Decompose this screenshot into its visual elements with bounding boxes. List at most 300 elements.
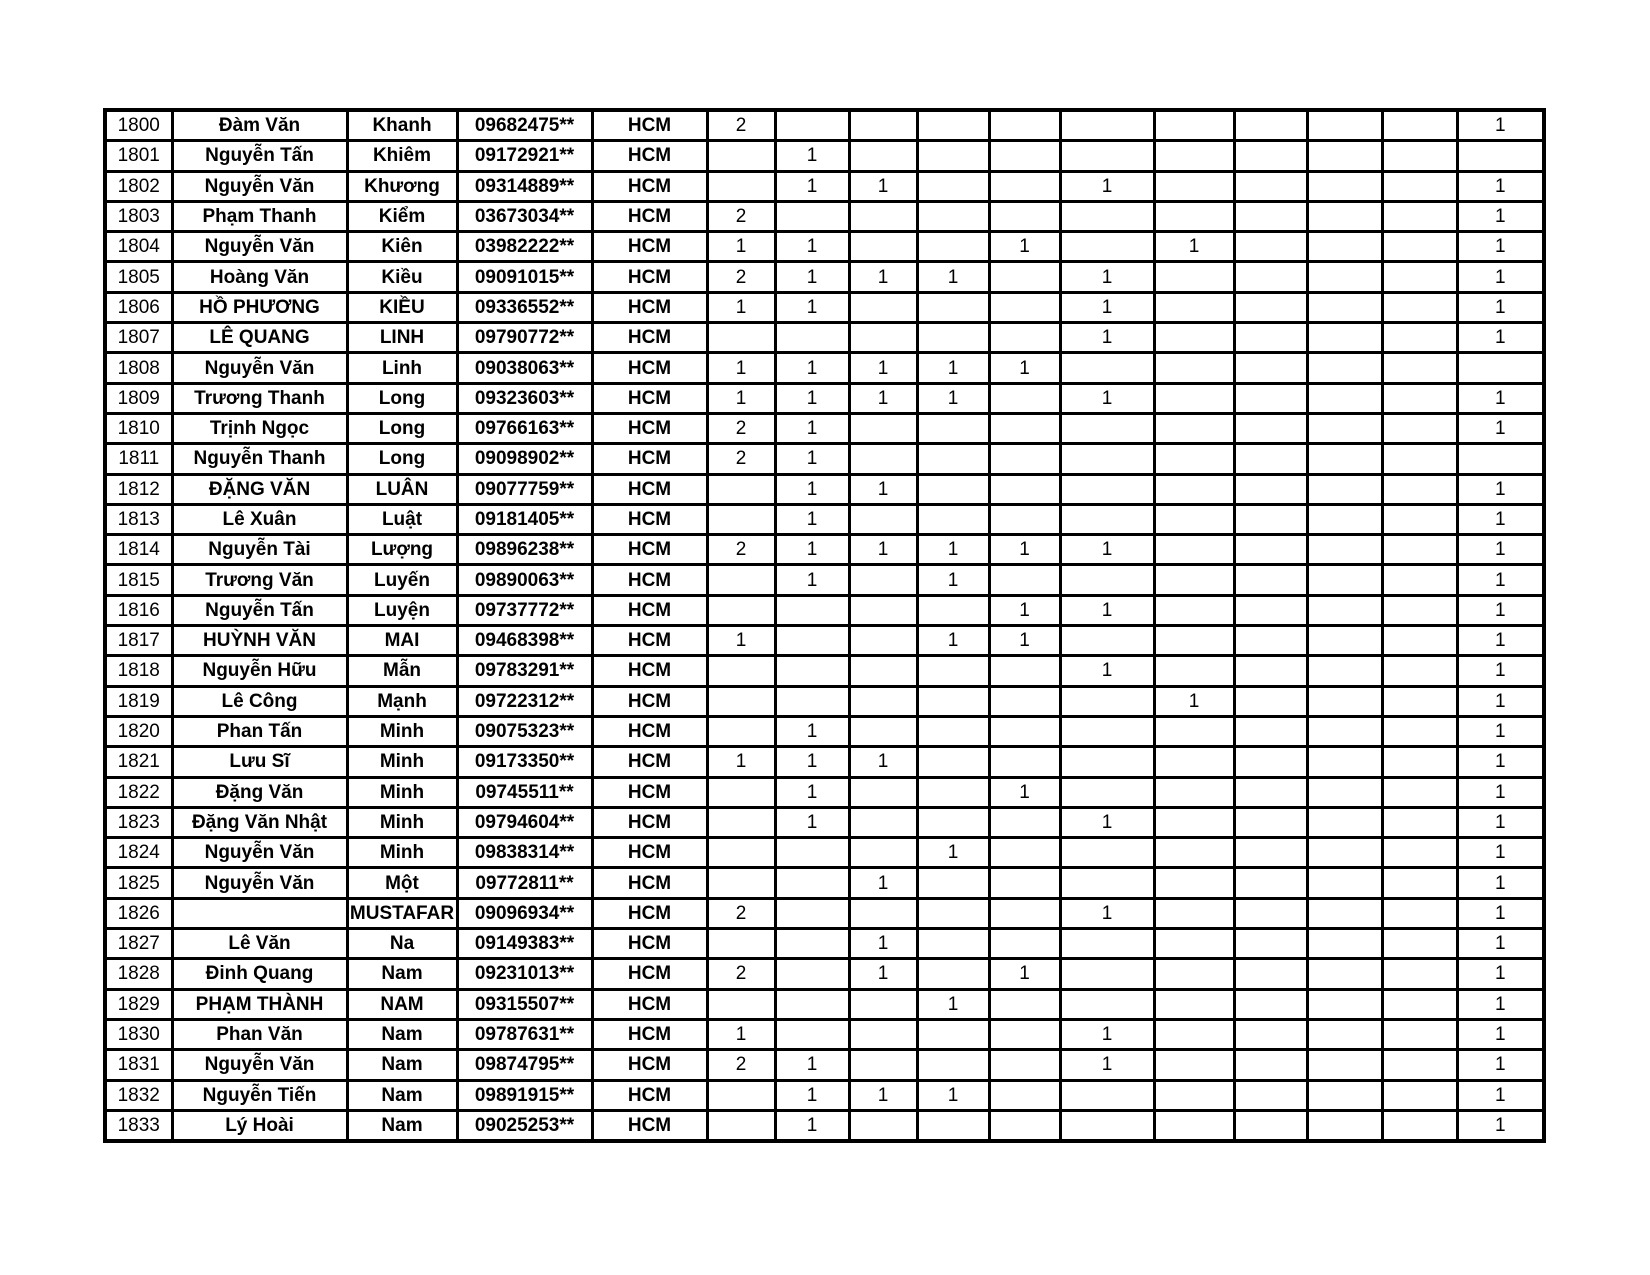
cell-total: 1 xyxy=(1457,201,1544,231)
cell-tally-9 xyxy=(1307,201,1382,231)
cell-tally-8 xyxy=(1234,535,1307,565)
table-row xyxy=(105,656,1544,686)
cell-tally-8 xyxy=(1234,474,1307,504)
cell-given-name: Na xyxy=(347,929,457,959)
cell-surname: Trương Thanh xyxy=(172,383,347,413)
cell-row-id: 1818 xyxy=(105,656,172,686)
cell-tally-10 xyxy=(1382,232,1457,262)
cell-tally-2: 1 xyxy=(775,262,849,292)
cell-total: 1 xyxy=(1457,898,1544,928)
cell-total xyxy=(1457,353,1544,383)
cell-tally-2: 1 xyxy=(775,413,849,443)
cell-total: 1 xyxy=(1457,413,1544,443)
cell-tally-8 xyxy=(1234,1019,1307,1049)
table-row xyxy=(105,716,1544,746)
cell-tally-9 xyxy=(1307,171,1382,201)
cell-surname: Nguyễn Văn xyxy=(172,232,347,262)
cell-total: 1 xyxy=(1457,1110,1544,1141)
cell-phone: 09323603** xyxy=(457,383,592,413)
cell-tally-8 xyxy=(1234,262,1307,292)
cell-tally-6 xyxy=(1060,959,1154,989)
cell-total: 1 xyxy=(1457,323,1544,353)
cell-region: HCM xyxy=(592,171,707,201)
cell-tally-4 xyxy=(917,504,989,534)
cell-phone: 09838314** xyxy=(457,838,592,868)
cell-row-id: 1822 xyxy=(105,777,172,807)
cell-tally-1: 2 xyxy=(707,201,775,231)
cell-region: HCM xyxy=(592,626,707,656)
cell-tally-3 xyxy=(849,898,917,928)
cell-row-id: 1803 xyxy=(105,201,172,231)
cell-tally-4: 1 xyxy=(917,353,989,383)
cell-tally-8 xyxy=(1234,989,1307,1019)
cell-phone: 09181405** xyxy=(457,504,592,534)
cell-tally-9 xyxy=(1307,838,1382,868)
cell-tally-6: 1 xyxy=(1060,535,1154,565)
cell-phone: 09077759** xyxy=(457,474,592,504)
cell-region: HCM xyxy=(592,747,707,777)
cell-row-id: 1806 xyxy=(105,292,172,322)
cell-row-id: 1804 xyxy=(105,232,172,262)
cell-tally-4 xyxy=(917,777,989,807)
cell-tally-2 xyxy=(775,201,849,231)
cell-row-id: 1819 xyxy=(105,686,172,716)
cell-phone: 09172921** xyxy=(457,141,592,171)
cell-tally-9 xyxy=(1307,626,1382,656)
cell-tally-10 xyxy=(1382,292,1457,322)
cell-tally-2: 1 xyxy=(775,232,849,262)
cell-region: HCM xyxy=(592,959,707,989)
cell-tally-2: 1 xyxy=(775,565,849,595)
cell-row-id: 1823 xyxy=(105,807,172,837)
cell-tally-5: 1 xyxy=(989,535,1060,565)
cell-tally-7 xyxy=(1154,1080,1234,1110)
cell-tally-5 xyxy=(989,262,1060,292)
cell-tally-6: 1 xyxy=(1060,292,1154,322)
cell-tally-9 xyxy=(1307,716,1382,746)
cell-tally-8 xyxy=(1234,686,1307,716)
cell-phone: 09075323** xyxy=(457,716,592,746)
cell-tally-7 xyxy=(1154,747,1234,777)
cell-tally-3: 1 xyxy=(849,474,917,504)
cell-region: HCM xyxy=(592,1080,707,1110)
cell-region: HCM xyxy=(592,413,707,443)
cell-surname: Lưu Sĩ xyxy=(172,747,347,777)
cell-tally-7 xyxy=(1154,444,1234,474)
cell-tally-10 xyxy=(1382,383,1457,413)
cell-tally-9 xyxy=(1307,1050,1382,1080)
cell-total: 1 xyxy=(1457,838,1544,868)
cell-tally-9 xyxy=(1307,110,1382,141)
cell-phone: 09682475** xyxy=(457,110,592,141)
cell-given-name: LINH xyxy=(347,323,457,353)
cell-phone: 09038063** xyxy=(457,353,592,383)
cell-tally-3 xyxy=(849,413,917,443)
cell-surname: LÊ QUANG xyxy=(172,323,347,353)
cell-phone: 09896238** xyxy=(457,535,592,565)
cell-tally-6 xyxy=(1060,353,1154,383)
cell-tally-9 xyxy=(1307,959,1382,989)
cell-tally-10 xyxy=(1382,262,1457,292)
cell-tally-9 xyxy=(1307,262,1382,292)
cell-tally-5 xyxy=(989,201,1060,231)
cell-surname: Nguyễn Văn xyxy=(172,838,347,868)
table-row xyxy=(105,959,1544,989)
cell-tally-9 xyxy=(1307,232,1382,262)
cell-surname: Đặng Văn xyxy=(172,777,347,807)
cell-total: 1 xyxy=(1457,1080,1544,1110)
cell-tally-9 xyxy=(1307,686,1382,716)
cell-tally-10 xyxy=(1382,201,1457,231)
cell-tally-8 xyxy=(1234,929,1307,959)
cell-tally-10 xyxy=(1382,1080,1457,1110)
cell-phone: 09787631** xyxy=(457,1019,592,1049)
cell-surname: HUỲNH VĂN xyxy=(172,626,347,656)
cell-tally-9 xyxy=(1307,1019,1382,1049)
cell-phone: 09766163** xyxy=(457,413,592,443)
cell-tally-7 xyxy=(1154,929,1234,959)
cell-row-id: 1824 xyxy=(105,838,172,868)
cell-tally-2: 1 xyxy=(775,474,849,504)
cell-total: 1 xyxy=(1457,807,1544,837)
cell-tally-5 xyxy=(989,1019,1060,1049)
cell-row-id: 1833 xyxy=(105,1110,172,1141)
cell-surname: Nguyễn Tấn xyxy=(172,141,347,171)
cell-row-id: 1809 xyxy=(105,383,172,413)
cell-tally-8 xyxy=(1234,565,1307,595)
cell-tally-7 xyxy=(1154,1019,1234,1049)
roster-table xyxy=(103,108,1546,1143)
cell-tally-7: 1 xyxy=(1154,232,1234,262)
cell-row-id: 1814 xyxy=(105,535,172,565)
cell-given-name: Luật xyxy=(347,504,457,534)
cell-tally-6 xyxy=(1060,989,1154,1019)
cell-given-name: Long xyxy=(347,383,457,413)
cell-surname: Lê Công xyxy=(172,686,347,716)
cell-tally-2: 1 xyxy=(775,807,849,837)
cell-tally-6 xyxy=(1060,1110,1154,1141)
cell-tally-7 xyxy=(1154,171,1234,201)
cell-phone: 09890063** xyxy=(457,565,592,595)
cell-phone: 09468398** xyxy=(457,626,592,656)
cell-row-id: 1825 xyxy=(105,868,172,898)
cell-tally-8 xyxy=(1234,1080,1307,1110)
cell-tally-9 xyxy=(1307,1110,1382,1141)
cell-region: HCM xyxy=(592,565,707,595)
cell-surname: Đinh Quang xyxy=(172,959,347,989)
cell-tally-9 xyxy=(1307,504,1382,534)
cell-tally-5 xyxy=(989,474,1060,504)
cell-tally-3 xyxy=(849,1110,917,1141)
cell-tally-6: 1 xyxy=(1060,1019,1154,1049)
cell-given-name: Mẫn xyxy=(347,656,457,686)
cell-region: HCM xyxy=(592,898,707,928)
cell-tally-2: 1 xyxy=(775,747,849,777)
cell-tally-1: 1 xyxy=(707,292,775,322)
table-row xyxy=(105,1110,1544,1141)
cell-surname: Phan Văn xyxy=(172,1019,347,1049)
cell-tally-2 xyxy=(775,989,849,1019)
cell-tally-1 xyxy=(707,504,775,534)
cell-tally-3 xyxy=(849,595,917,625)
cell-tally-4 xyxy=(917,747,989,777)
cell-total xyxy=(1457,444,1544,474)
cell-tally-3 xyxy=(849,292,917,322)
cell-tally-1: 1 xyxy=(707,1019,775,1049)
table-row xyxy=(105,686,1544,716)
table-row xyxy=(105,413,1544,443)
cell-tally-8 xyxy=(1234,444,1307,474)
cell-tally-8 xyxy=(1234,747,1307,777)
cell-tally-6: 1 xyxy=(1060,383,1154,413)
cell-tally-1: 1 xyxy=(707,353,775,383)
cell-phone: 09745511** xyxy=(457,777,592,807)
cell-tally-5 xyxy=(989,292,1060,322)
cell-tally-8 xyxy=(1234,413,1307,443)
cell-tally-8 xyxy=(1234,141,1307,171)
cell-tally-7 xyxy=(1154,595,1234,625)
cell-tally-1 xyxy=(707,989,775,1019)
cell-surname: Nguyễn Văn xyxy=(172,1050,347,1080)
cell-tally-9 xyxy=(1307,383,1382,413)
cell-surname: PHẠM THÀNH xyxy=(172,989,347,1019)
cell-tally-9 xyxy=(1307,747,1382,777)
cell-tally-4 xyxy=(917,110,989,141)
cell-region: HCM xyxy=(592,201,707,231)
cell-tally-7 xyxy=(1154,474,1234,504)
cell-region: HCM xyxy=(592,1050,707,1080)
cell-tally-6 xyxy=(1060,413,1154,443)
cell-tally-1: 2 xyxy=(707,1050,775,1080)
cell-tally-9 xyxy=(1307,1080,1382,1110)
cell-tally-1 xyxy=(707,474,775,504)
cell-tally-9 xyxy=(1307,565,1382,595)
cell-tally-10 xyxy=(1382,110,1457,141)
cell-given-name: Nam xyxy=(347,1050,457,1080)
table-row xyxy=(105,262,1544,292)
cell-tally-9 xyxy=(1307,595,1382,625)
cell-tally-6 xyxy=(1060,777,1154,807)
cell-tally-9 xyxy=(1307,929,1382,959)
cell-row-id: 1829 xyxy=(105,989,172,1019)
cell-region: HCM xyxy=(592,868,707,898)
cell-tally-8 xyxy=(1234,171,1307,201)
cell-tally-1 xyxy=(707,777,775,807)
cell-tally-5 xyxy=(989,141,1060,171)
cell-tally-2: 1 xyxy=(775,504,849,534)
cell-tally-3 xyxy=(849,1019,917,1049)
cell-tally-10 xyxy=(1382,716,1457,746)
cell-tally-9 xyxy=(1307,413,1382,443)
cell-tally-2: 1 xyxy=(775,292,849,322)
cell-phone: 03982222** xyxy=(457,232,592,262)
cell-tally-4 xyxy=(917,141,989,171)
cell-tally-10 xyxy=(1382,504,1457,534)
cell-tally-4 xyxy=(917,292,989,322)
cell-given-name: MAI xyxy=(347,626,457,656)
cell-given-name: Long xyxy=(347,444,457,474)
cell-tally-10 xyxy=(1382,1110,1457,1141)
cell-tally-3 xyxy=(849,141,917,171)
cell-row-id: 1805 xyxy=(105,262,172,292)
cell-total: 1 xyxy=(1457,110,1544,141)
cell-tally-4 xyxy=(917,444,989,474)
cell-tally-8 xyxy=(1234,807,1307,837)
cell-given-name: Minh xyxy=(347,716,457,746)
cell-tally-5 xyxy=(989,868,1060,898)
cell-tally-10 xyxy=(1382,565,1457,595)
table-row xyxy=(105,1050,1544,1080)
cell-tally-9 xyxy=(1307,535,1382,565)
cell-surname: Trịnh Ngọc xyxy=(172,413,347,443)
cell-tally-5 xyxy=(989,716,1060,746)
cell-tally-1: 2 xyxy=(707,535,775,565)
cell-total: 1 xyxy=(1457,929,1544,959)
cell-phone: 09025253** xyxy=(457,1110,592,1141)
cell-tally-9 xyxy=(1307,868,1382,898)
cell-row-id: 1813 xyxy=(105,504,172,534)
cell-tally-4 xyxy=(917,656,989,686)
cell-surname: Hoàng Văn xyxy=(172,262,347,292)
cell-surname: Lê Xuân xyxy=(172,504,347,534)
cell-tally-6: 1 xyxy=(1060,323,1154,353)
cell-row-id: 1801 xyxy=(105,141,172,171)
cell-tally-2: 1 xyxy=(775,777,849,807)
cell-tally-3 xyxy=(849,323,917,353)
cell-given-name: Nam xyxy=(347,1019,457,1049)
table-row xyxy=(105,444,1544,474)
cell-tally-8 xyxy=(1234,777,1307,807)
cell-phone: 09772811** xyxy=(457,868,592,898)
cell-tally-1 xyxy=(707,323,775,353)
cell-tally-1 xyxy=(707,595,775,625)
cell-surname: Nguyễn Tiến xyxy=(172,1080,347,1110)
cell-tally-6 xyxy=(1060,929,1154,959)
cell-phone: 03673034** xyxy=(457,201,592,231)
cell-tally-4 xyxy=(917,232,989,262)
cell-tally-10 xyxy=(1382,838,1457,868)
cell-tally-4: 1 xyxy=(917,626,989,656)
cell-tally-4 xyxy=(917,1019,989,1049)
cell-tally-6: 1 xyxy=(1060,171,1154,201)
cell-tally-4 xyxy=(917,323,989,353)
cell-surname: Nguyễn Văn xyxy=(172,868,347,898)
cell-tally-7 xyxy=(1154,626,1234,656)
cell-row-id: 1821 xyxy=(105,747,172,777)
cell-tally-7 xyxy=(1154,807,1234,837)
cell-given-name: LUÂN xyxy=(347,474,457,504)
cell-tally-5 xyxy=(989,1050,1060,1080)
cell-tally-4: 1 xyxy=(917,838,989,868)
cell-tally-4 xyxy=(917,898,989,928)
cell-tally-9 xyxy=(1307,807,1382,837)
cell-surname: Nguyễn Hữu xyxy=(172,656,347,686)
cell-tally-9 xyxy=(1307,656,1382,686)
cell-tally-8 xyxy=(1234,292,1307,322)
cell-tally-7 xyxy=(1154,989,1234,1019)
cell-surname: Đàm Văn xyxy=(172,110,347,141)
cell-tally-8 xyxy=(1234,201,1307,231)
cell-phone: 09891915** xyxy=(457,1080,592,1110)
cell-tally-2: 1 xyxy=(775,1110,849,1141)
cell-tally-5 xyxy=(989,565,1060,595)
cell-phone: 09315507** xyxy=(457,989,592,1019)
cell-phone: 09173350** xyxy=(457,747,592,777)
cell-tally-9 xyxy=(1307,353,1382,383)
cell-region: HCM xyxy=(592,1110,707,1141)
cell-given-name: Khương xyxy=(347,171,457,201)
cell-tally-1: 2 xyxy=(707,959,775,989)
table-row xyxy=(105,474,1544,504)
cell-tally-4 xyxy=(917,171,989,201)
cell-tally-10 xyxy=(1382,686,1457,716)
cell-tally-10 xyxy=(1382,959,1457,989)
cell-given-name: Minh xyxy=(347,838,457,868)
cell-surname: Nguyễn Tấn xyxy=(172,595,347,625)
cell-tally-5 xyxy=(989,656,1060,686)
cell-tally-5 xyxy=(989,807,1060,837)
cell-tally-5 xyxy=(989,383,1060,413)
cell-given-name: Long xyxy=(347,413,457,443)
cell-tally-3 xyxy=(849,838,917,868)
cell-tally-7 xyxy=(1154,262,1234,292)
cell-total: 1 xyxy=(1457,716,1544,746)
cell-tally-6 xyxy=(1060,474,1154,504)
cell-tally-6 xyxy=(1060,838,1154,868)
cell-given-name: Kiên xyxy=(347,232,457,262)
cell-tally-1 xyxy=(707,929,775,959)
table-row xyxy=(105,110,1544,141)
cell-row-id: 1812 xyxy=(105,474,172,504)
cell-tally-1 xyxy=(707,565,775,595)
cell-tally-10 xyxy=(1382,747,1457,777)
cell-tally-7 xyxy=(1154,838,1234,868)
cell-tally-10 xyxy=(1382,929,1457,959)
cell-tally-2 xyxy=(775,838,849,868)
cell-surname: Nguyễn Thanh xyxy=(172,444,347,474)
cell-tally-8 xyxy=(1234,323,1307,353)
cell-total: 1 xyxy=(1457,656,1544,686)
cell-row-id: 1832 xyxy=(105,1080,172,1110)
cell-tally-2 xyxy=(775,110,849,141)
cell-tally-6 xyxy=(1060,444,1154,474)
cell-total: 1 xyxy=(1457,959,1544,989)
cell-tally-4: 1 xyxy=(917,262,989,292)
cell-phone: 09737772** xyxy=(457,595,592,625)
table-row xyxy=(105,1080,1544,1110)
cell-tally-1: 1 xyxy=(707,383,775,413)
cell-given-name: Luyện xyxy=(347,595,457,625)
cell-given-name: Khanh xyxy=(347,110,457,141)
cell-tally-6 xyxy=(1060,868,1154,898)
cell-row-id: 1816 xyxy=(105,595,172,625)
cell-given-name: Nam xyxy=(347,1080,457,1110)
cell-tally-10 xyxy=(1382,171,1457,201)
cell-tally-6: 1 xyxy=(1060,656,1154,686)
cell-phone: 09874795** xyxy=(457,1050,592,1080)
cell-given-name: Một xyxy=(347,868,457,898)
cell-total: 1 xyxy=(1457,383,1544,413)
cell-tally-7 xyxy=(1154,413,1234,443)
cell-phone: 09336552** xyxy=(457,292,592,322)
table-row xyxy=(105,595,1544,625)
cell-tally-5 xyxy=(989,929,1060,959)
cell-tally-4: 1 xyxy=(917,989,989,1019)
cell-region: HCM xyxy=(592,323,707,353)
cell-tally-10 xyxy=(1382,989,1457,1019)
cell-region: HCM xyxy=(592,595,707,625)
cell-tally-10 xyxy=(1382,807,1457,837)
